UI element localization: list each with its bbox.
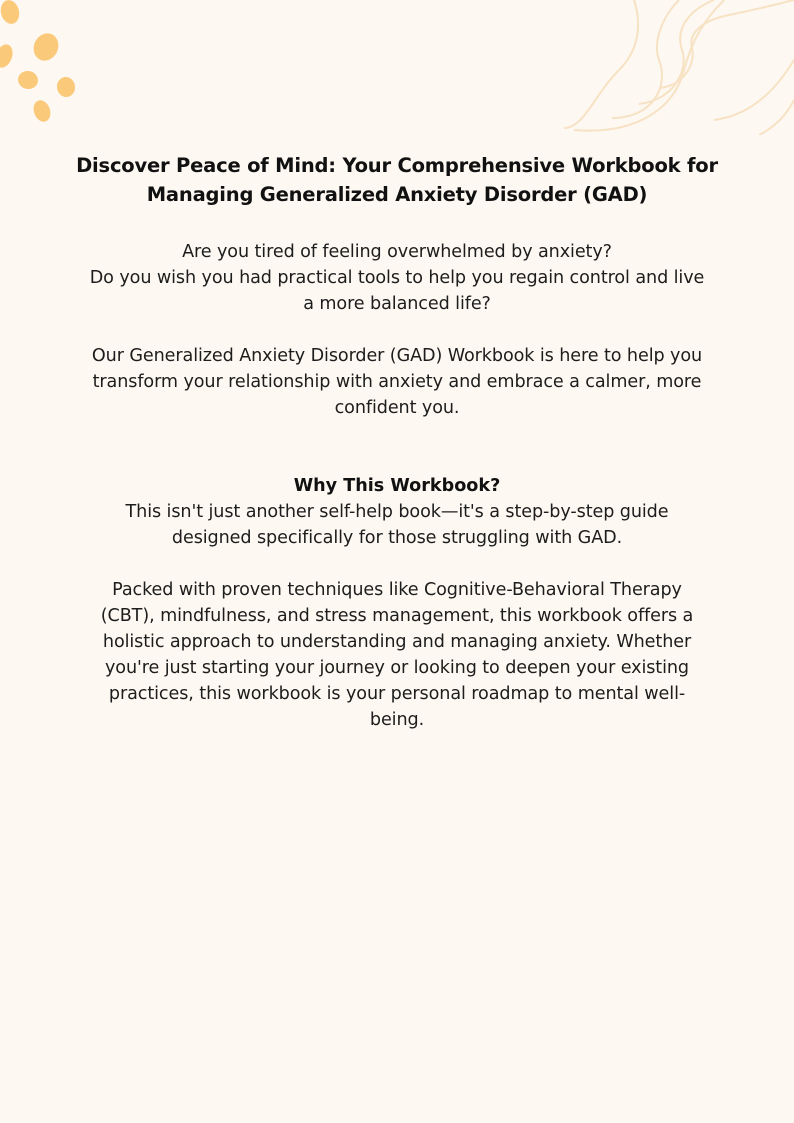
text-line: Our Generalized Anxiety Disorder (GAD) Workbook is here to help you <box>91 346 703 366</box>
text-line: being. <box>369 710 425 730</box>
title-line: Managing Generalized Anxiety Disorder (GAD) <box>146 183 648 206</box>
dot-4 <box>17 69 40 90</box>
text-line: This isn't just another self-help book—it's a step-by-step guide <box>125 502 669 522</box>
text-line: confident you. <box>334 398 460 418</box>
decorative-dots <box>0 0 90 130</box>
text-line: designed specifically for those struggling with GAD. <box>171 528 623 548</box>
text-line: transform your relationship with anxiety and embrace a calmer, more <box>92 372 702 392</box>
section-heading: Why This Workbook? <box>293 476 501 496</box>
text-line: Are you tired of feeling overwhelmed by anxiety? <box>182 242 612 262</box>
dot-6 <box>31 98 54 124</box>
text-line: Packed with proven techniques like Cognitive-Behavioral Therapy <box>112 580 682 600</box>
dot-1 <box>0 0 22 26</box>
text-line: Do you wish you had practical tools to help you regain control and live <box>89 268 705 288</box>
dot-3 <box>0 42 16 70</box>
intro-statement <box>50 343 744 421</box>
decorative-contour-lines <box>564 0 794 135</box>
why-text <box>50 499 744 551</box>
title-line: Discover Peace of Mind: Your Comprehensive Workbook for <box>76 154 718 177</box>
intro-questions <box>50 239 744 317</box>
dot-2 <box>29 29 63 65</box>
dot-5 <box>55 76 76 99</box>
text-line: holistic approach to understanding and managing anxiety. Whether <box>102 632 692 652</box>
text-line: a more balanced life? <box>303 294 491 314</box>
text-line: practices, this workbook is your personal roadmap to mental well- <box>108 684 686 704</box>
document-body <box>50 151 744 733</box>
text-line: (CBT), mindfulness, and stress management, this workbook offers a <box>100 606 694 626</box>
page-title <box>50 151 744 209</box>
text-line: you're just starting your journey or looking to deepen your existing <box>105 658 689 678</box>
details-text <box>50 577 744 733</box>
